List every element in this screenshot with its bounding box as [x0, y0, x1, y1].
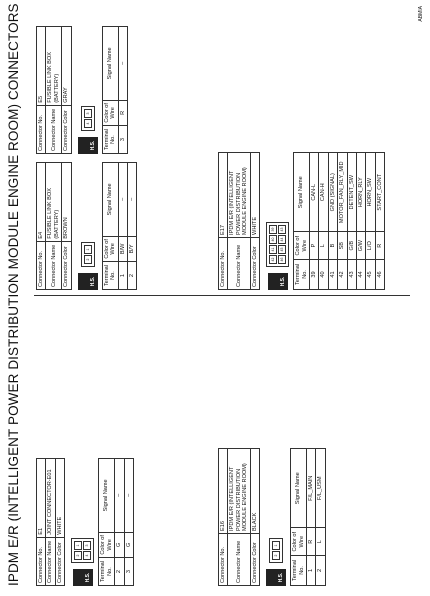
header-signal-name: Signal Name — [291, 449, 307, 528]
label-connector-no: Connector No. — [219, 533, 228, 585]
pin-table — [293, 152, 385, 290]
connector-block — [36, 458, 134, 586]
header-terminal-no: Terminal No. — [291, 555, 307, 585]
connector-color: BROWN — [62, 163, 71, 242]
signal-name: DETENT_SW — [347, 153, 356, 232]
connector-pin: 1 — [74, 541, 82, 550]
signal-name: – — [127, 163, 136, 237]
wire-color: G/W — [357, 232, 366, 259]
label-connector-no: Connector No. — [37, 241, 46, 289]
wire-color: B — [328, 232, 337, 259]
signal-name: – — [124, 459, 133, 533]
table-row — [328, 153, 337, 290]
table-row — [357, 153, 366, 290]
label-connector-name: Connector Name — [46, 537, 55, 585]
connector-diagram — [71, 458, 94, 586]
wire-color: L — [319, 232, 328, 259]
pin-table — [290, 448, 326, 586]
hs-icon: H.S. — [78, 273, 98, 290]
connector-color: WHITE — [55, 459, 64, 538]
signal-name: F/L_USM — [316, 449, 325, 528]
wire-color: G — [115, 532, 124, 557]
table-row — [338, 153, 347, 290]
label-connector-color: Connector Color — [250, 533, 259, 585]
connector-block — [36, 162, 137, 290]
table-row — [306, 449, 315, 586]
signal-name: – — [118, 27, 127, 101]
wire-color: SB — [338, 232, 347, 259]
connector-diagram — [78, 162, 98, 290]
label-connector-color: Connector Color — [62, 105, 71, 153]
connector-no: E4 — [37, 163, 46, 242]
page-title: IPDM E/R (INTELLIGENT POWER DISTRIBUTION MODULE ENGINE ROOM) CONNECTORS — [6, 3, 21, 586]
table-row — [366, 153, 375, 290]
terminal-no: 44 — [357, 259, 366, 289]
terminal-no: 2 — [316, 555, 325, 585]
connector-pin: 1 — [84, 245, 92, 254]
wire-color: G — [124, 532, 133, 557]
wire-color: R — [118, 100, 127, 125]
connector-diagram — [266, 152, 289, 290]
connector-pin: 2 — [84, 255, 92, 264]
signal-name: START_CONT — [375, 153, 384, 232]
connector-block — [36, 26, 128, 154]
table-row — [375, 153, 384, 290]
terminal-no: 3 — [124, 558, 133, 586]
wire-color: L — [316, 528, 325, 555]
label-connector-color: Connector Color — [250, 237, 259, 289]
table-row — [115, 459, 124, 586]
wire-color: L/O — [366, 232, 375, 259]
terminal-no: 2 — [127, 262, 136, 290]
header-terminal-no: Terminal No. — [294, 259, 310, 289]
terminal-no: 42 — [338, 259, 347, 289]
connector-pin: 40 — [269, 235, 277, 244]
connector-face — [81, 242, 95, 267]
connector-pin: 44 — [278, 235, 286, 244]
label-connector-name: Connector Name — [46, 105, 62, 153]
connector-name: IPDM E/R (INTELLIGENT POWER DISTRIBUTION MODULE ENGINE ROOM) — [228, 449, 250, 534]
connector-pin: 42 — [269, 255, 277, 264]
signal-name: CAN-L — [309, 153, 318, 232]
terminal-no: 46 — [375, 259, 384, 289]
connector-info-table — [36, 162, 72, 290]
hs-icon: H.S. — [266, 569, 286, 586]
signal-name: MOTOR_FAN_RLY_MID — [338, 153, 347, 232]
table-row — [347, 153, 356, 290]
pin-table — [102, 162, 138, 290]
terminal-no: 40 — [319, 259, 328, 289]
header-terminal-no: Terminal No. — [102, 262, 118, 290]
header-wire-color: Color of Wire — [102, 100, 118, 125]
label-connector-no: Connector No. — [37, 537, 46, 585]
table-row — [309, 153, 318, 290]
table-row — [316, 449, 325, 586]
wire-color: B/Y — [127, 236, 136, 261]
connector-name: FUSIBLE LINK BOX (BATTERY) — [46, 163, 62, 242]
terminal-no: 2 — [115, 558, 124, 586]
header-signal-name: Signal Name — [294, 153, 310, 232]
header-signal-name: Signal Name — [102, 27, 118, 101]
connector-pin: 2 — [272, 551, 280, 560]
signal-name: HORN_SW — [366, 153, 375, 232]
connector-face — [81, 106, 95, 131]
label-connector-name: Connector Name — [46, 241, 62, 289]
connector-pin: 3 — [84, 109, 92, 118]
pin-table — [102, 26, 128, 154]
connector-name: FUSIBLE LINK BOX (BATTERY) — [46, 27, 62, 106]
hs-icon: H.S. — [78, 137, 98, 154]
terminal-no: 39 — [309, 259, 318, 289]
table-row — [118, 163, 127, 290]
terminal-no: 41 — [328, 259, 337, 289]
connector-pin: 3 — [83, 541, 91, 550]
table-row — [124, 459, 133, 586]
header-signal-name: Signal Name — [102, 163, 118, 237]
wire-color: B/W — [118, 236, 127, 261]
header-terminal-no: Terminal No. — [102, 126, 118, 154]
label-connector-name: Connector Name — [228, 237, 250, 289]
table-row — [118, 27, 127, 154]
connector-pin: 39 — [269, 225, 277, 234]
terminal-no: 1 — [118, 262, 127, 290]
connector-pin: 43 — [278, 225, 286, 234]
header-wire-color: Color of Wire — [291, 528, 307, 555]
connector-diagram — [78, 26, 98, 154]
connector-face — [266, 222, 289, 267]
connector-info-table — [218, 448, 260, 586]
connector-info-table — [36, 26, 72, 154]
label-connector-no: Connector No. — [37, 105, 46, 153]
connector-no: E5 — [37, 27, 46, 106]
label-connector-color: Connector Color — [62, 241, 71, 289]
label-connector-name: Connector Name — [228, 533, 250, 585]
header-wire-color: Color of Wire — [99, 532, 115, 557]
label-connector-color: Connector Color — [55, 537, 64, 585]
connector-info-table — [36, 458, 65, 586]
connector-no: E16 — [219, 449, 228, 534]
table-row — [319, 153, 328, 290]
connector-pin: 41 — [269, 245, 277, 254]
section-divider — [34, 295, 410, 296]
signal-name: – — [115, 459, 124, 533]
connector-pin: 1 — [272, 541, 280, 550]
terminal-no: 45 — [366, 259, 375, 289]
hs-icon: H.S. — [73, 569, 93, 586]
wire-color: R — [306, 528, 315, 555]
connector-pin: 4 — [84, 119, 92, 128]
connector-name: JOINT CONNECTOR-E01 — [46, 459, 55, 538]
pin-table — [98, 458, 134, 586]
signal-name: HORN_RLY — [357, 153, 366, 232]
wire-color: P — [309, 232, 318, 259]
terminal-no: 3 — [118, 126, 127, 154]
connector-color: GRAY — [62, 27, 71, 106]
label-connector-no: Connector No. — [219, 237, 228, 289]
connector-no: E1 — [37, 459, 46, 538]
wire-color: R — [375, 232, 384, 259]
connector-face — [269, 538, 283, 563]
signal-name: F/L_MAIN — [306, 449, 315, 528]
header-signal-name: Signal Name — [99, 459, 115, 533]
connector-pin: 4 — [83, 551, 91, 560]
connector-pin: 46 — [278, 255, 286, 264]
connector-diagram — [266, 448, 286, 586]
header-terminal-no: Terminal No. — [99, 558, 115, 586]
connector-block — [218, 448, 326, 586]
connector-info-table — [218, 152, 260, 290]
wire-color: G/B — [347, 232, 356, 259]
terminal-no: 43 — [347, 259, 356, 289]
connector-no: E17 — [219, 153, 228, 238]
header-wire-color: Color of Wire — [102, 236, 118, 261]
terminal-no: 1 — [306, 555, 315, 585]
connector-face — [71, 538, 94, 563]
connector-pin: 45 — [278, 245, 286, 254]
reference-code: ABMIA — [418, 6, 424, 22]
connector-color: WHITE — [250, 153, 259, 238]
connector-pin: 2 — [74, 551, 82, 560]
signal-name: CAN-H — [319, 153, 328, 232]
table-row — [127, 163, 136, 290]
connector-color: BLACK — [250, 449, 259, 534]
connector-name: IPDM E/R (INTELLIGENT POWER DISTRIBUTION MODULE ENGINE ROOM) — [228, 153, 250, 238]
hs-icon: H.S. — [268, 273, 288, 290]
connector-block — [218, 152, 385, 290]
signal-name: – — [118, 163, 127, 237]
header-wire-color: Color of Wire — [294, 232, 310, 259]
signal-name: GND (SIGNAL) — [328, 153, 337, 232]
